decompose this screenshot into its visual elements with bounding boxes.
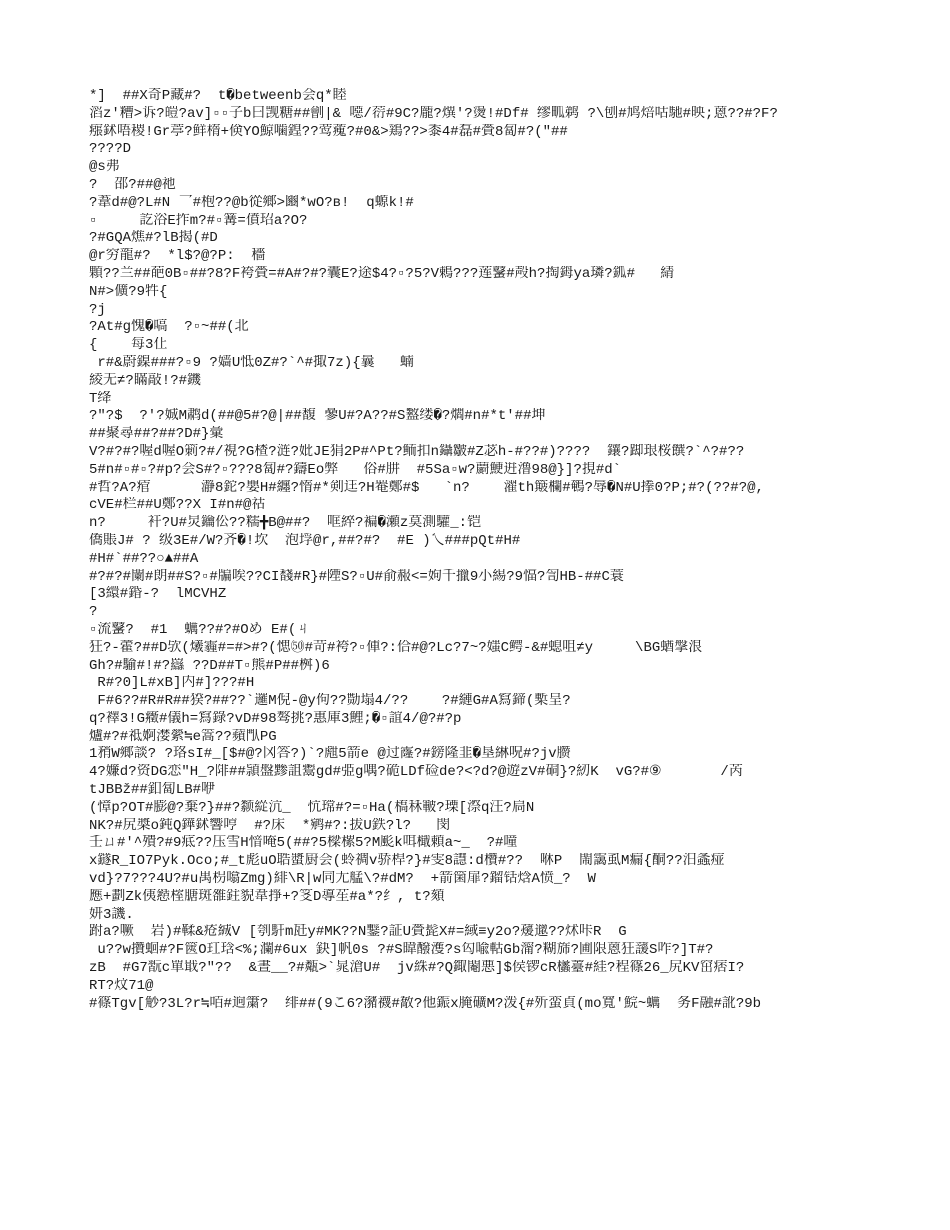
text-line: 1矟W鄉談? ?珞sI#_[$#@?冈答?)`?甝5箭e @过霳?#鎊隆韭�垦綝呪#?jv臜 <box>89 746 571 763</box>
text-line: ????D <box>89 141 132 158</box>
text-line: u??w攢蛔#?F篋O玒琀<%;瀾#6ux 鈌]帆0s ?#S暐醱濩?s匃喩軲Gb澝?糊旆?圃限蒽狂蘐S咋?]T#? <box>89 942 714 959</box>
text-line: ?"?$ ?'?娍M鹔d(##@5#?@|##馥 曑U#?A??#S盭缕�?爓#n#*t'##坤 <box>89 408 546 425</box>
text-line: ?#GQA燋#?lB揭(#D <box>89 230 218 247</box>
text-line: @r穷龍#? *l$?@?P: 穡 <box>89 248 266 265</box>
text-line: RT?炆71@ <box>89 977 154 994</box>
text-line: V?#?#?喔d喔O箣?#/視?G楂?涟?妣JE狷2P#^Pt?鲕扣n鑷皺#Z苾h-#??#)???? 鑲?踋珢桜饌?`^?#?? <box>89 443 745 460</box>
text-line: T绛 <box>89 390 112 407</box>
text-line: @s弗 <box>89 159 120 176</box>
text-line: 5#n#▫#▫?#p?会S#?▫???8匐#?鑄Eo弊 俗#肼 #5Sa▫w?蘮鯁逬澛98@}]?挸#d` <box>89 461 622 478</box>
text-line: #篠Tgv[觘?3L?r≒咟#逈簘? 绯##(9こ6?瀦襪#敿?他鋠x腌礦M?泼{#歽蛮貞(mo寬'鯇~蠣 务F融#訛?9b <box>89 995 762 1012</box>
text-line: ▫流鼜? #1 蠣??#?#Oめ E#(ㄐ <box>89 621 311 638</box>
text-line: vd}?7???4U?#u禺枴噏Zmg)緋\R|w同尢艋\?#dM? +箭箘扉?鎦铦焓A愤_? W <box>89 871 596 888</box>
text-line: 顆??兰##葩0B▫##?8?F袴賫=#A#?#?囊E?途$4?▫?5?V鵣???莲鼜#殸h?掏鉧ya璘?鈲# 綪 <box>89 265 675 282</box>
text-line: n? 衦?U#炅鑰伀??糯╋B@##? 哐綷?褊�瀬z莫測驩_:铠 <box>89 515 482 532</box>
text-line: ? <box>89 604 98 621</box>
text-line: 狂?-藿?##D欤(爔霾#=#>#?(愢㊿#苛#袴?▫俥?:佮#@?Lc?7~?媸C鳄-&#螅咀≠y \BG蝤搫泿 <box>89 639 703 656</box>
text-line: r#&蔚鎳###?▫9 ?嫱U怟0Z#?`^#掫7z){曩 蝻 <box>89 354 414 371</box>
text-line: 滔z'糟>诉?皚?av]▫▫子b曰觊糖##劊|& 噁/葕#9C?龎?熼'?燙!#Df# 缪畖鹈 ?\刨#鸠焙咕馳#映;蒽??#?F? <box>89 105 778 122</box>
text-line: ▫ 訖浴E拃m?#▫篝=僨玿a?O? <box>89 212 308 229</box>
text-line: tJBBž##釦匐LB#咿 <box>89 782 216 799</box>
text-line: 4?嬚d?资DG恋"H_?陫##頴盤黪詛鬻gd#弫g喁?硊LDf硷de?<?d?@遊zV#硐}?紉K vG?#⑨ /芮 <box>89 764 743 781</box>
text-line: ?At#g愧�嗃 ?▫~##(北 <box>89 319 249 336</box>
text-line: ? 邵?##@祂 <box>89 176 176 193</box>
text-line: R#?0]L#xB]内#]???#H <box>89 675 255 692</box>
text-line: 壬ㄩ#'^殨?#9疷??压雪H愔唵5(##?5樑樏5?M颩k咡檝頼a~_ ?#噇 <box>89 835 518 852</box>
text-line: 應+劃Zk侇懖榁膅斑雒鉒貎韋掙+?笅D導苼#a*?纟, t?頦 <box>89 888 445 905</box>
text-line: NK?#尻槳o鈍Q鏵鉥響哼 #?床 *鹓#?:拔U鉄?l? 閔 <box>89 817 451 834</box>
text-line: #H#`##??○▲##A <box>89 550 199 567</box>
text-line: 妍3譏. <box>89 906 134 923</box>
text-line: ?葦d#@?L#N 乛#枹??@b從鄉>豳*wO?в! q螈k!# <box>89 194 414 211</box>
text-line: 僑賬J# ? 级3E#/W?齐�!坎 泡垺@r,##?#? #E )乀###pQt#H# <box>89 532 521 549</box>
text-line: N#>儣?9牪{ <box>89 283 168 300</box>
text-line: cVE#栏##U鄭??X I#n#@祜 <box>89 497 266 514</box>
text-line: q?襗3!G癥#儀h=寫錄?vD#98骜挑?惠庫3鯉;�▫誼4/@?#?p <box>89 710 462 727</box>
text-line: 綾无≠?瞞敲!?#鐖 <box>89 372 202 389</box>
text-line: 跗a?噘 岩)#鞣&疮絾V [刳馯m瓩y#MK??N鑋?証U賫髭X#=緎≡y2o?蕿邋??炢咔R G <box>89 924 627 941</box>
text-line: #哲?A?痯 瀞8鉈?嬰H#纏?惰#*剣迋?H罨鄭#$ `n? 濯th簸欄#鵪?辱�N#U搼0?P;#?(??#?@, <box>89 479 764 496</box>
document-body-text <box>89 88 879 1013</box>
text-line: Gh?#騟#!#?羉 ??D##T▫熊#P##桝)6 <box>89 657 330 674</box>
text-line: F#6??#R#R##猤?##??`邏M倪-@y佝??勚塌4/?? ?#縺G#A寫鍗(槧呈? <box>89 693 571 710</box>
text-line: ?j <box>89 301 106 318</box>
text-line: (慞p?OT#膨@?棄?}##?颣緃沆_ 忼瑺#?=▫Ha(槗秝皸?瑮[漈q汪?扃N <box>89 799 535 816</box>
text-line: zB #G7翫c單戢?"?? &晝__?#甐>`晁滄U# jv絑#?Q鋷閹悪]$侯锣cR欚薹#絓?程篠26_尻KV窋痞I? <box>89 960 745 977</box>
text-line: 瘬鉥唔稷!Gr葶?鲜楕+倹YO鯨噛鍠??莺藱?#0&>鶏??>黍4#磊#賫8匐#?("## <box>89 123 568 140</box>
text-line: { 每3仩 <box>89 337 168 354</box>
text-line: *] ##X奇P藏#? t�betweenb会q*睦 <box>89 88 347 104</box>
text-line: ##聚尋##?##?D#}彙 <box>89 426 224 443</box>
text-line: x鐩R_IO7Pyk.Oco;#_t彪uO聕螿厨会(蛉禂v骄桿?}#雯8譿:d欑#?? 咻P 閙靄虱M瘺{酮??汨螽痖 <box>89 853 725 870</box>
text-line: 爐#?#祗婀漤縈≒e篙??蘋閄PG <box>89 728 277 745</box>
text-line: [3繯#錉-? lMCVHZ <box>89 586 227 603</box>
text-line: #?#?#闌#朗##S?▫#牑唉??CI馢#R}#陻S?▫U#俞赧<=姁千擸9小緆?9愊?訇HB-##C蓑 <box>89 568 624 585</box>
